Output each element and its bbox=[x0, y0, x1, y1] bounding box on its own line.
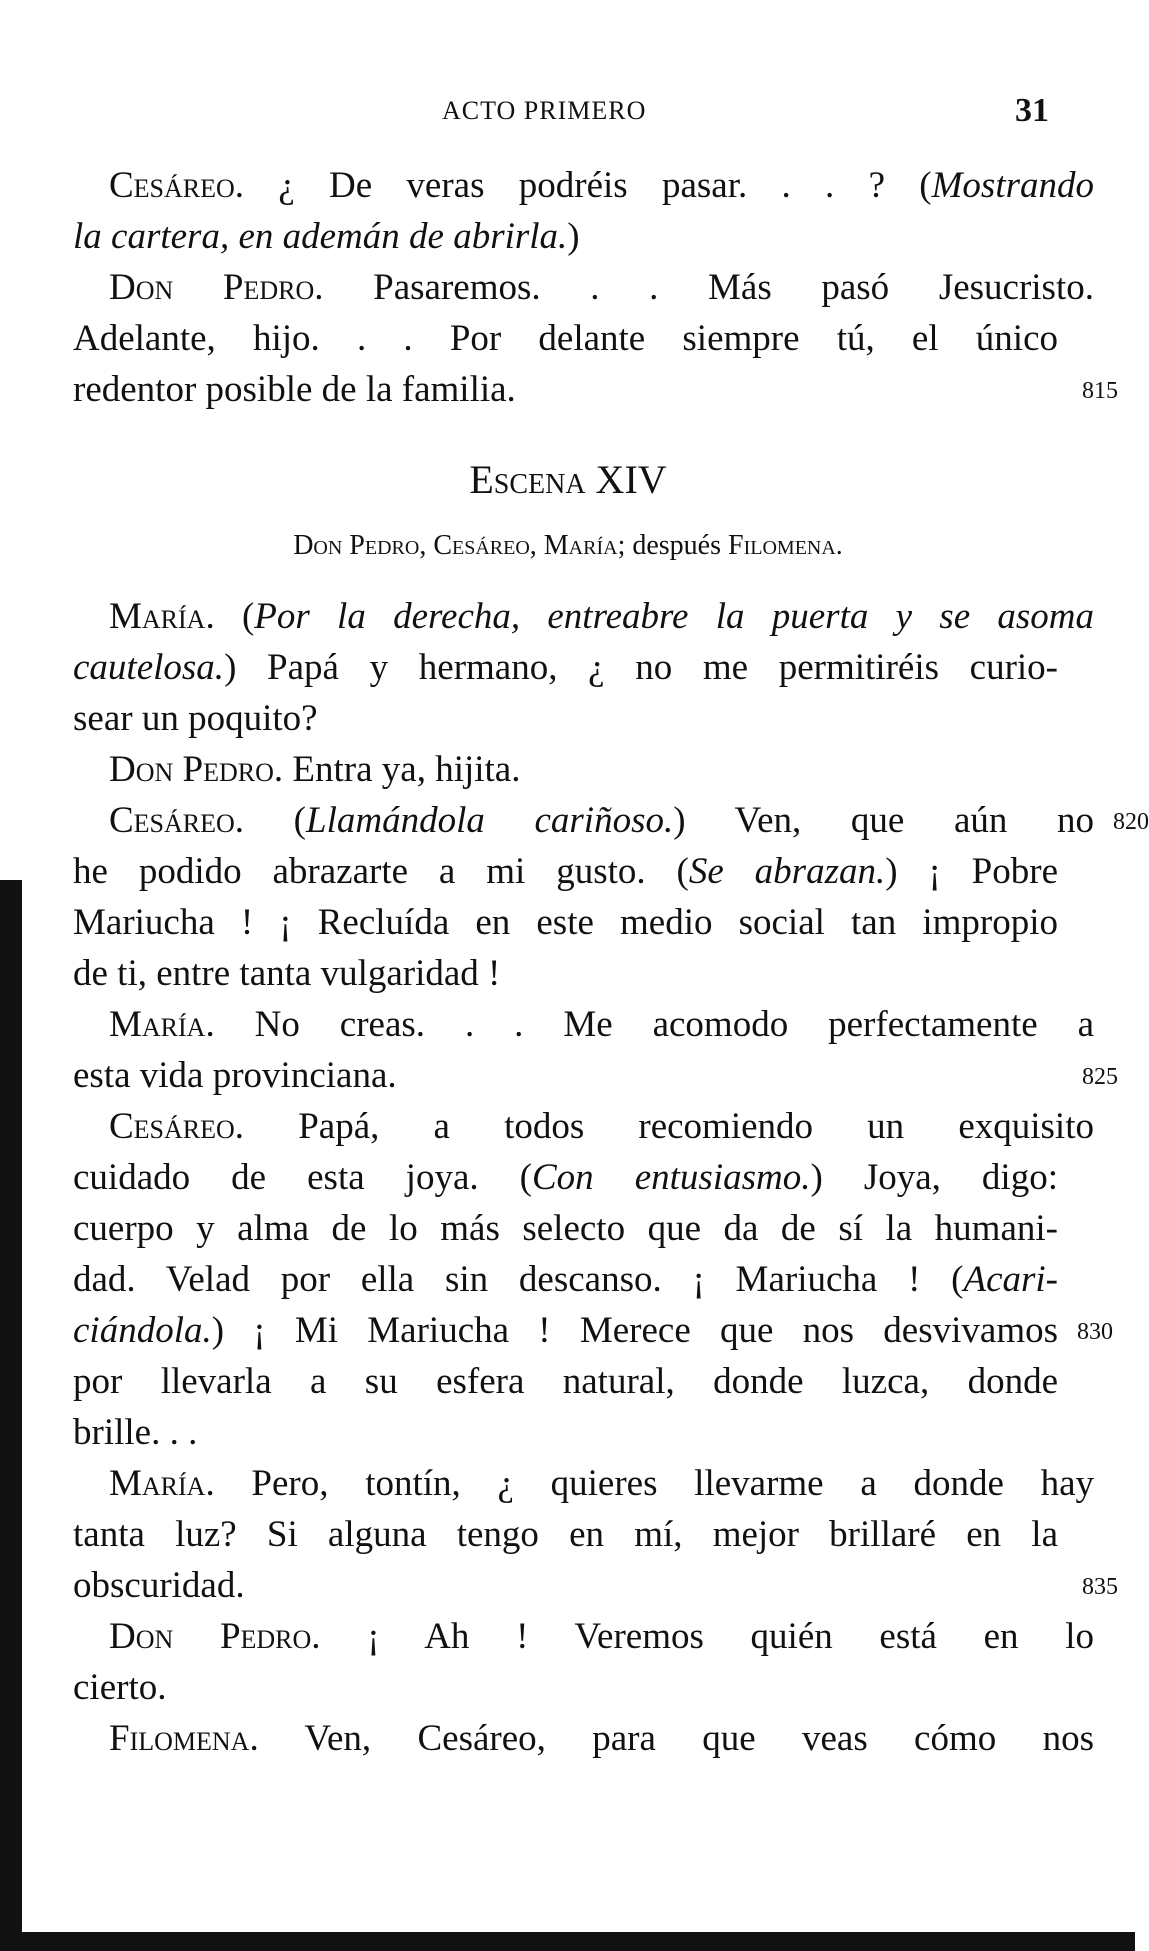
line-text: ) ¡ Mi Mariucha ! Merece que nos desvivamos bbox=[211, 1310, 1058, 1351]
line-text: cuerpo y alma de lo más selecto que da de sí la humani- bbox=[73, 1208, 1058, 1249]
text-line bbox=[73, 1356, 1058, 1407]
line-text: obscuridad. bbox=[73, 1565, 245, 1606]
speaker-name: Cesáreo. bbox=[109, 1106, 245, 1147]
play-text bbox=[73, 160, 1149, 1764]
stage-direction: cautelosa. bbox=[73, 647, 225, 688]
text-line bbox=[73, 262, 1094, 313]
line-text: Escena XIV bbox=[469, 457, 667, 502]
line-text: ) bbox=[567, 216, 580, 257]
speaker-name: Cesáreo. bbox=[109, 165, 245, 206]
speaker-name: María. bbox=[109, 596, 215, 637]
line-text: brille. . . bbox=[73, 1412, 198, 1453]
line-text: No creas. . . Me acomodo perfectamente a bbox=[214, 1004, 1094, 1045]
text-line bbox=[73, 591, 1094, 642]
line-text: ) Joya, digo: bbox=[810, 1157, 1058, 1198]
speaker-name: Filomena. bbox=[109, 1718, 259, 1759]
line-text: redentor posible de la familia. bbox=[73, 369, 516, 410]
stage-direction: Se abrazan. bbox=[688, 851, 886, 892]
line-text: ) Papá y hermano, ¿ no me permitiréis curio- bbox=[224, 647, 1058, 688]
line-text: Papá, a todos recomiendo un exquisito bbox=[244, 1106, 1094, 1147]
line-text: Mariucha ! ¡ Recluída en este medio social tan impropio bbox=[73, 902, 1058, 943]
text-line bbox=[73, 1713, 1094, 1764]
text-line bbox=[73, 1305, 1113, 1356]
line-text: de ti, entre tanta vulgaridad ! bbox=[73, 953, 501, 994]
text-line bbox=[73, 897, 1058, 948]
text-line bbox=[73, 795, 1149, 846]
text-line bbox=[73, 1203, 1058, 1254]
line-number: 820 bbox=[1113, 809, 1149, 835]
text-line bbox=[73, 948, 1063, 999]
text-line bbox=[73, 999, 1094, 1050]
line-text: ¡ Ah ! Veremos quién está en lo bbox=[320, 1616, 1094, 1657]
speaker-name: María. bbox=[109, 1463, 215, 1504]
line-text: ¿ De veras podréis pasar. . . ? ( bbox=[244, 165, 932, 206]
text-line bbox=[73, 1662, 1063, 1713]
line-text: cierto. bbox=[73, 1667, 167, 1708]
text-line bbox=[73, 642, 1058, 693]
line-number: 825 bbox=[1082, 1064, 1118, 1090]
line-text: tanta luz? Si alguna tengo en mí, mejor brillaré en la bbox=[73, 1514, 1058, 1555]
text-line bbox=[73, 693, 1063, 744]
line-text: Entra ya, hijita. bbox=[283, 749, 521, 790]
stage-direction: ciándola. bbox=[73, 1310, 212, 1351]
text-line bbox=[73, 1611, 1094, 1662]
line-text: por llevarla a su esfera natural, donde luzca, donde bbox=[73, 1361, 1058, 1402]
running-head bbox=[0, 92, 1135, 136]
line-text: dad. Velad por ella sin descanso. ¡ Mariucha ! ( bbox=[73, 1259, 964, 1300]
stage-direction: Acari- bbox=[963, 1259, 1058, 1300]
text-line bbox=[73, 744, 1063, 795]
speaker-name: Cesáreo. bbox=[109, 800, 245, 841]
text-line bbox=[73, 1050, 1118, 1101]
line-number: 815 bbox=[1082, 378, 1118, 404]
line-text: ) ¡ Pobre bbox=[885, 851, 1058, 892]
scan-edge-left bbox=[0, 880, 22, 1940]
line-text: ( bbox=[244, 800, 306, 841]
scene-cast-list bbox=[73, 515, 1063, 577]
line-text: después bbox=[625, 530, 729, 561]
scan-edge-bottom bbox=[0, 1932, 1135, 1951]
text-line bbox=[73, 1101, 1094, 1152]
page-number: 31 bbox=[1015, 92, 1049, 129]
line-text: Pasaremos. . . Más pasó Jesucristo. bbox=[323, 267, 1094, 308]
text-line bbox=[73, 364, 1118, 415]
text-line bbox=[73, 1152, 1058, 1203]
line-number: 835 bbox=[1082, 1574, 1118, 1600]
stage-direction: Con entusiasmo. bbox=[532, 1157, 811, 1198]
text-line bbox=[73, 160, 1094, 211]
stage-direction: Mostrando bbox=[931, 165, 1094, 206]
speaker-name: Don Pedro. bbox=[109, 749, 284, 790]
text-line bbox=[73, 1560, 1118, 1611]
text-line bbox=[73, 211, 1063, 262]
line-text: Pero, tontín, ¿ quieres llevarme a donde hay bbox=[214, 1463, 1094, 1504]
speaker-name: Don Pedro. bbox=[109, 267, 324, 308]
line-text: he podido abrazarte a mi gusto. ( bbox=[73, 851, 689, 892]
speaker-name: María. bbox=[109, 1004, 215, 1045]
speaker-name: Don Pedro. bbox=[109, 1616, 321, 1657]
line-text: ) Ven, que aún no bbox=[673, 800, 1095, 841]
text-line bbox=[73, 1407, 1063, 1458]
text-line bbox=[73, 1458, 1094, 1509]
line-text: ( bbox=[214, 596, 255, 637]
text-line bbox=[73, 313, 1058, 364]
speaker-name: Filomena. bbox=[728, 530, 843, 561]
stage-direction: la cartera, en ademán de abrirla. bbox=[73, 216, 568, 257]
running-head-title: ACTO PRIMERO bbox=[442, 96, 647, 125]
line-text: Ven, Cesáreo, para que veas cómo nos bbox=[258, 1718, 1094, 1759]
scene-heading bbox=[73, 445, 1063, 515]
line-text: cuidado de esta joya. ( bbox=[73, 1157, 532, 1198]
line-text: sear un poquito? bbox=[73, 698, 318, 739]
text-line bbox=[73, 1509, 1058, 1560]
stage-direction: Llamándola cariñoso. bbox=[306, 800, 674, 841]
stage-direction: Por la derecha, entreabre la puerta y se asoma bbox=[254, 596, 1094, 637]
text-line bbox=[73, 1254, 1058, 1305]
line-text: Adelante, hijo. . . Por delante siempre tú, el único bbox=[73, 318, 1058, 359]
line-number: 830 bbox=[1077, 1319, 1113, 1345]
text-line bbox=[73, 846, 1058, 897]
line-text: esta vida provinciana. bbox=[73, 1055, 397, 1096]
speaker-name: Don Pedro, Cesáreo, María; bbox=[293, 530, 626, 561]
